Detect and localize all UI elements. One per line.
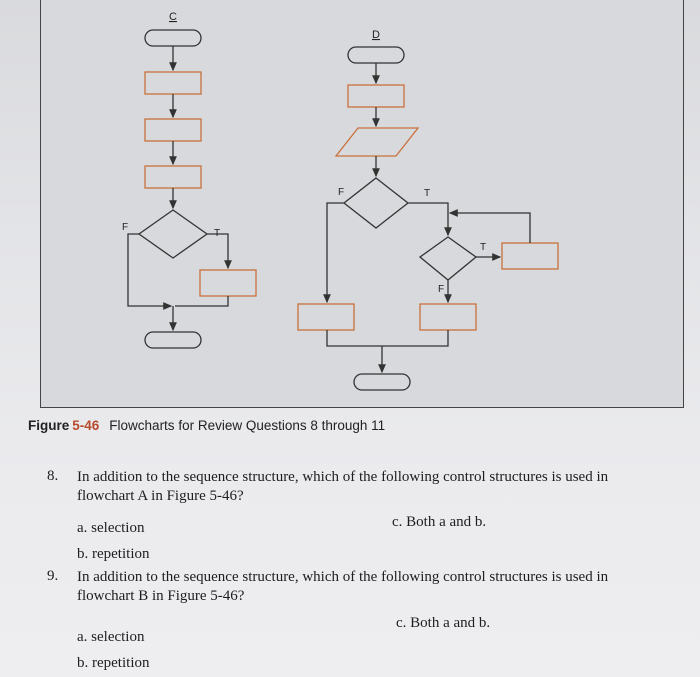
caption-label: Figure bbox=[28, 418, 70, 433]
inner-false-label: F bbox=[438, 284, 445, 295]
outer-false-label: F bbox=[338, 187, 345, 198]
inner-true-label: T bbox=[480, 242, 487, 253]
flowchart-d bbox=[298, 29, 558, 390]
decision-diamond bbox=[139, 210, 207, 258]
option-c: c. Both a and b. bbox=[396, 615, 491, 631]
process-box-2 bbox=[145, 119, 201, 141]
flowchart-c-label: C bbox=[169, 11, 177, 23]
true-label: T bbox=[214, 228, 221, 239]
option-b: b. repetition bbox=[77, 655, 150, 671]
question-number: 9. bbox=[47, 568, 59, 584]
inner-true-process-box bbox=[502, 243, 558, 269]
option-c: c. Both a and b. bbox=[392, 514, 487, 530]
process-box bbox=[348, 85, 404, 107]
question-number: 8. bbox=[47, 468, 59, 484]
question-text: In addition to the sequence structure, which of the following control structures is used in flowchart A in Figure 5-46? bbox=[77, 469, 609, 504]
start-terminal bbox=[145, 30, 201, 46]
false-label: F bbox=[122, 222, 129, 233]
stop-terminal bbox=[354, 374, 410, 390]
question-text: In addition to the sequence structure, which of the following control structures is used in flowchart B in Figure 5-46? bbox=[77, 569, 609, 604]
inner-false-process-box bbox=[420, 304, 476, 330]
false-process-box bbox=[298, 304, 354, 330]
flowchart-d-label: D bbox=[372, 29, 380, 41]
outer-true-label: T bbox=[424, 188, 431, 199]
option-a: a. selection bbox=[77, 520, 145, 536]
true-process-box bbox=[200, 270, 256, 296]
stop-terminal bbox=[145, 332, 201, 348]
caption-number: 5-46 bbox=[72, 418, 100, 433]
input-output-parallelogram bbox=[336, 128, 418, 156]
outer-decision-diamond bbox=[344, 178, 408, 228]
option-a: a. selection bbox=[77, 629, 145, 645]
flowchart-c bbox=[122, 11, 256, 348]
inner-decision-diamond bbox=[420, 237, 476, 280]
caption-text: Flowcharts for Review Questions 8 through 11 bbox=[109, 418, 386, 433]
figure-caption bbox=[28, 418, 385, 433]
process-box-3 bbox=[145, 166, 201, 188]
option-b: b. repetition bbox=[77, 546, 150, 562]
start-terminal bbox=[348, 47, 404, 63]
process-box-1 bbox=[145, 72, 201, 94]
